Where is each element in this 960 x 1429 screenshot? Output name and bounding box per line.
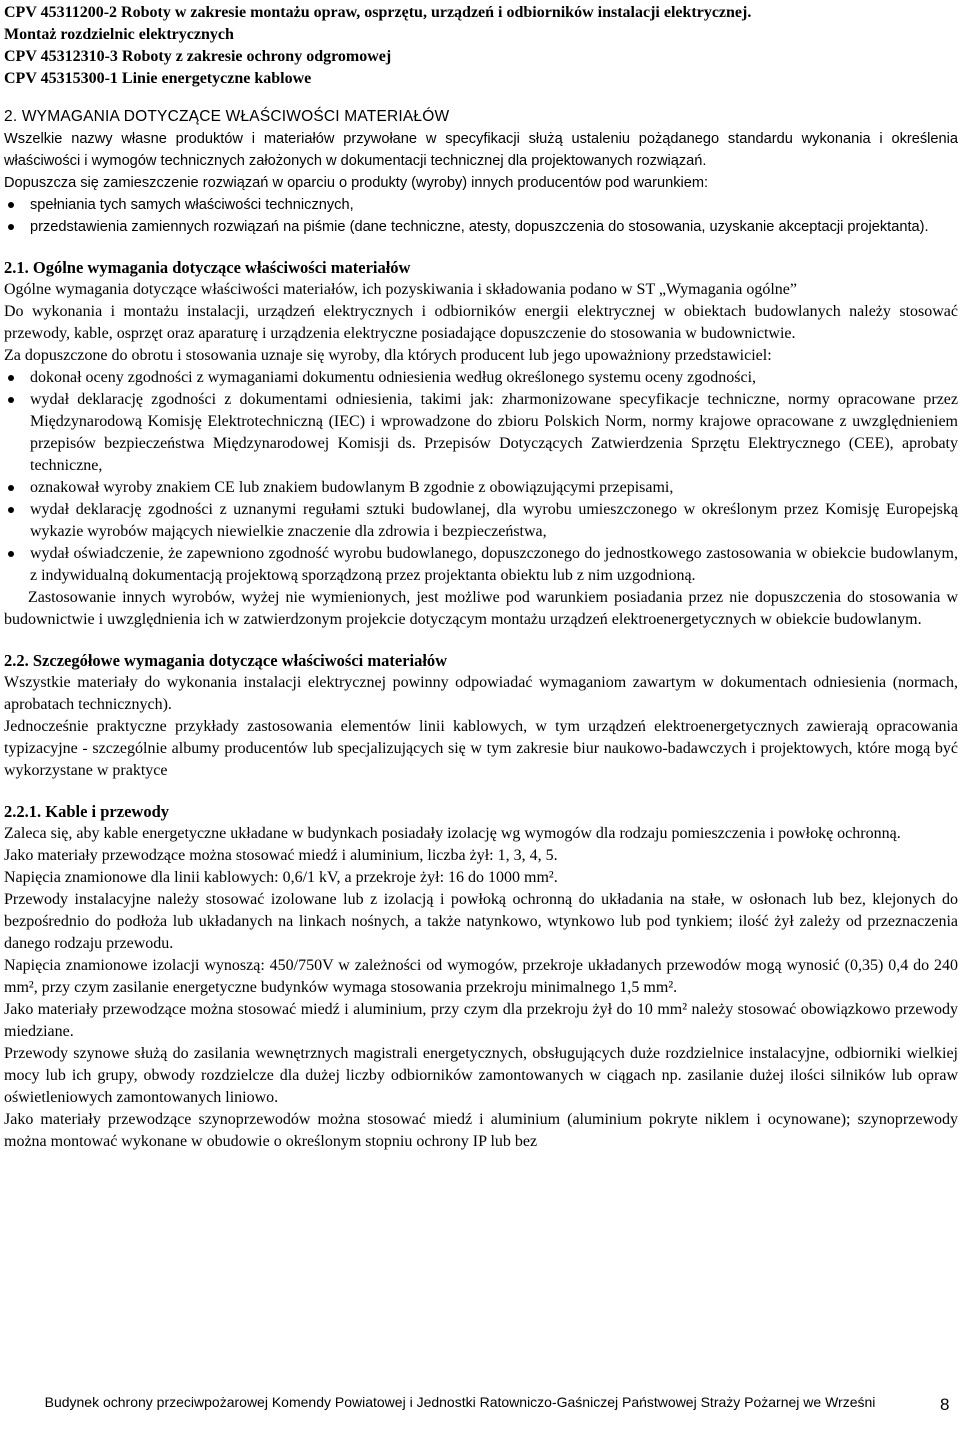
section-2-1-paragraph: Ogólne wymagania dotyczące właściwości materiałów, ich pozyskiwania i składowania podano w ST „Wymagania ogólne” [4,281,798,298]
section-2-2-heading: 2.2. Szczegółowe wymagania dotyczące właściwości materiałów [4,651,448,670]
list-item: wydał deklarację zgodności z uznanymi regułami sztuki budowlanej, dla wyrobu umieszczonego w określonym przez Komisję Europejską wykazie wyrobów mających niewielkie znaczenie dla zdrowia i bezpieczeństwa, [4,499,958,543]
cpv-code-list [4,2,958,90]
list-item: oznakował wyroby znakiem CE lub znakiem budowlanym B zgodnie z obowiązującymi przepisami, [4,477,958,499]
section-2-2-paragraph: Wszystkie materiały do wykonania instalacji elektrycznej powinny odpowiadać wymaganiom zawartym w dokumentach odniesienia (normach, aprobatach technicznych). [4,674,958,713]
section-2-2-1-paragraph: Zaleca się, aby kable energetyczne układane w budynkach posiadały izolację wg wymogów dla rodzaju pomieszczenia i powłokę ochronną. [4,825,901,842]
section-2-2-1-paragraph: Jako materiały przewodzące można stosować miedź i aluminium, liczba żył: 1, 3, 4, 5. [4,847,558,864]
section-2-2-1-heading: 2.2.1. Kable i przewody [4,802,169,821]
page-number: 8 [940,1395,950,1414]
section-2-1-paragraph: Do wykonania i montażu instalacji, urządzeń elektrycznych i odbiorników energii elektrycznej w obiektach budowlanych należy stosować przewody, kable, osprzęt oraz aparaturę i urządzenia elektryczne posiadające dopuszczenie do stosowania w budownictwie. [4,303,958,342]
section-2-paragraph: Wszelkie nazwy własne produktów i materiałów przywołane w specyfikacji służą ustaleniu pożądanego standardu wykonania i określenia właściwości i wymogów technicznych założonych w dokumentacji technicznej dla projektowanych rozwiązań. [4,131,958,169]
list-item: wydał deklarację zgodności z dokumentami odniesienia, takimi jak: zharmonizowane specyfikacje techniczne, normy opracowane przez Międzynarodową Komisję Elektrotechniczną (IEC) i wprowadzone do zbioru Polskich Norm, normy krajowe opracowane z uwzględnieniem przepisów bezpieczeństwa Międzynarodowej Komisji ds. Przepisów Dotyczących Zatwierdzenia Sprzętu Elektrycznego (CEE), aprobaty techniczne, [4,389,958,477]
cpv-line: Montaż rozdzielnic elektrycznych [4,26,234,43]
section-2-2-1-paragraph: Napięcia znamionowe izolacji wynoszą: 450/750V w zależności od wymogów, przekroje układanych przewodów mogą wynosić (0,35) 0,4 do 240 mm², przy czym zasilanie energetyczne budynków wymaga stosowania przekroju minimalnego 1,5 mm². [4,957,958,996]
section-2-1-paragraph: Za dopuszczone do obrotu i stosowania uznaje się wyroby, dla których producent lub jego upoważniony przedstawiciel: [4,347,772,364]
list-item: spełniania tych samych właściwości technicznych, [4,194,958,216]
section-2-2-1-paragraph: Napięcia znamionowe dla linii kablowych: 0,6/1 kV, a przekroje żył: 16 do 1000 mm². [4,869,558,886]
cpv-line: CPV 45311200-2 Roboty w zakresie montażu opraw, osprzętu, urządzeń i odbiorników instalacji elektrycznej. [4,4,752,21]
bullet-icon [8,202,14,208]
cpv-line: CPV 45312310-3 Roboty z zakresie ochrony odgromowej [4,48,392,65]
bullet-icon [8,485,14,491]
bullet-icon [8,551,14,557]
document-body [4,2,958,1153]
list-item: przedstawienia zamiennych rozwiązań na piśmie (dane techniczne, atesty, dopuszczenia do stosowania, uzyskanie akceptacji projektanta). [4,216,958,238]
list-item: wydał oświadczenie, że zapewniono zgodność wyrobu budowlanego, dopuszczonego do jednostkowego zastosowania w obiekcie budowlanym, z indywidualną dokumentacją projektową sporządzoną przez projektanta obiektu lub z nim uzgodnioną. [4,543,958,587]
bullet-icon [8,507,14,513]
bullet-icon [8,224,14,230]
list-item: dokonał oceny zgodności z wymaganiami dokumentu odniesienia według określonego systemu oceny zgodności, [4,367,958,389]
section-2-bullet-list [4,194,958,238]
section-2-paragraph: Dopuszcza się zamieszczenie rozwiązań w oparciu o produkty (wyroby) innych producentów pod warunkiem: [4,175,709,191]
bullet-icon [8,375,14,381]
section-2-2-1-paragraph: Przewody instalacyjne należy stosować izolowane lub z izolacją i powłoką ochronną do układania na stałe, w osłonach lub bez, klejonych do bezpośrednio do podłoża lub układanych na linkach nośnych, a także natynkowo, wtynkowo lub pod tynkiem; ilość żył zależy od przeznaczenia danego rodzaju przewodu. [4,891,958,952]
section-2-1-bullet-list [4,367,958,587]
section-2-2-1-paragraph: Jako materiały przewodzące szynoprzewodów można stosować miedź i aluminium (aluminium pokryte niklem i ocynowane); szynoprzewody można montować wykonane w obudowie o określonym stopniu ochrony IP lub bez [4,1111,958,1150]
footer-text: Budynek ochrony przeciwpożarowej Komendy Powiatowej i Jednostki Ratowniczo-Gaśniczej Państwowej Straży Pożarnej we Wrześni [44,1394,876,1410]
section-2-2-paragraph: Jednocześnie praktyczne przykłady zastosowania elementów linii kablowych, w tym urządzeń elektroenergetycznych zawierają opracowania typizacyjne - szczególnie albumy producentów lub specjalizujących się w tym zakresie biur naukowo-badawczych i projektowych, które mogą być wykorzystane w praktyce [4,718,958,779]
section-2-2-1-paragraph: Przewody szynowe służą do zasilania wewnętrznych magistrali energetycznych, obsługujących duże rozdzielnice instalacyjne, odbiorniki wielkiej mocy lub ich grupy, obwody rozdzielcze dla dużej liczby odbiorników zamontowanych w ciągach np. zasilanie dużej ilości silników lub opraw oświetleniowych zamontowanych liniowo. [4,1045,958,1106]
section-2-1-heading: 2.1. Ogólne wymagania dotyczące właściwości materiałów [4,258,411,277]
section-2-heading: 2. WYMAGANIA DOTYCZĄCE WŁAŚCIWOŚCI MATERIAŁÓW [4,108,450,125]
section-2-2-1-paragraph: Jako materiały przewodzące można stosować miedź i aluminium, przy czym dla przekroju żył do 10 mm² należy stosować obowiązkowo przewody miedziane. [4,1001,958,1040]
cpv-line: CPV 45315300-1 Linie energetyczne kablowe [4,70,312,87]
section-2-1-paragraph: Zastosowanie innych wyrobów, wyżej nie wymienionych, jest możliwe pod warunkiem posiadania przez nie dopuszczenia do stosowania w budownictwie i uwzględnienia ich w zatwierdzonym projekcie dotyczącym montażu urządzeń elektroenergetycznych w obiekcie budowlanym. [4,589,958,628]
bullet-icon [8,397,14,403]
